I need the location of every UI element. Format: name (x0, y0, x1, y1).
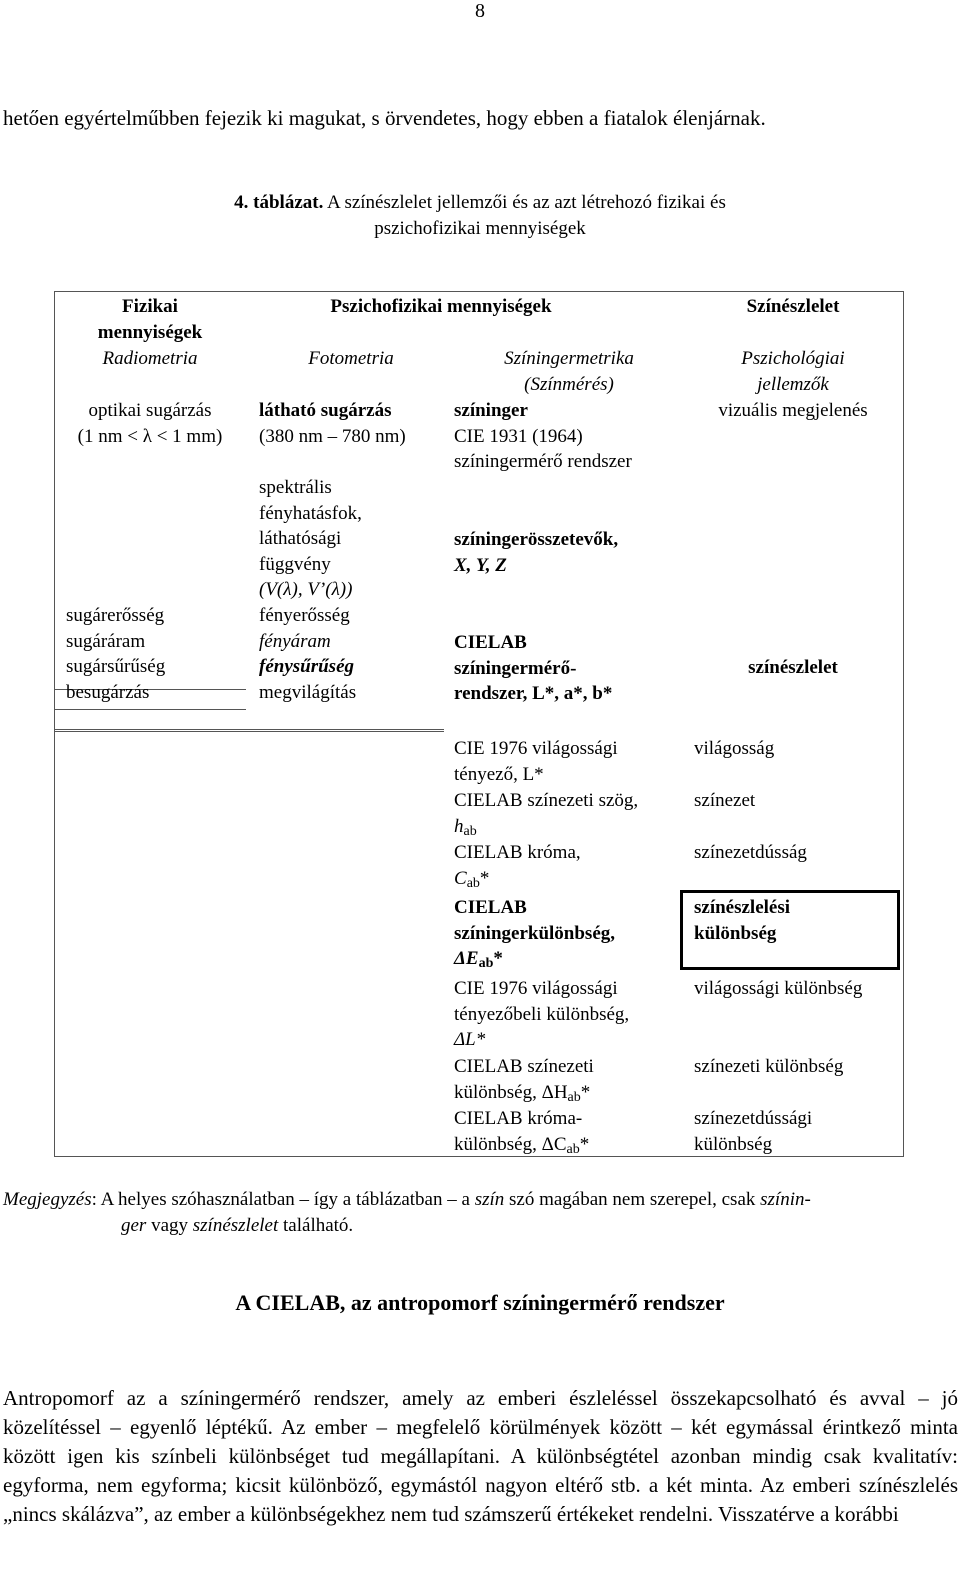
rule-col1-c (54, 689, 55, 709)
section-heading: A CIELAB, az antropomorf színingermérő rendszer (235, 1290, 725, 1315)
optical-radiation-cell: optikai sugárzás (1 nm < λ < 1 mm) (77, 400, 223, 447)
color-perception-cell: színészlelet (748, 657, 838, 678)
rule-mid-b (54, 731, 444, 732)
subheader-photometry: Fotometria (308, 348, 394, 369)
page-number: 8 (475, 0, 485, 22)
spectral-efficiency-cell: spektrális fényhatásfok, láthatósági függvény (V(λ), V’(λ)) (259, 477, 362, 600)
intro-paragraph: hetően egyértelműbben fejezik ki magukat, s örvendetes, hogy ebben a fiatalok élenjárnak. (3, 106, 766, 130)
attribute-percept-chroma: színezetdússág (694, 842, 807, 863)
difference-metric-total: CIELAB színingerkülönbség, $\Delta E_{ab}*$ (454, 897, 616, 971)
difference-percept-hue: színezeti különbség (694, 1056, 844, 1077)
header-physical: Fizikai mennyiségek (97, 296, 203, 343)
visual-appearance-cell: vizuális megjelenés (718, 400, 868, 421)
photometric-item: fénysűrűség (259, 656, 355, 677)
radiometric-item: sugárerősség (66, 605, 165, 626)
radiometric-item: sugáráram (66, 630, 146, 652)
rule-mid-a (54, 729, 444, 730)
photometric-list (259, 603, 356, 705)
photometric-item: fényáram (259, 630, 331, 652)
radiometric-item: sugársűrűség (66, 656, 166, 677)
difference-percept-total: színészlelési különbség (694, 897, 791, 944)
attribute-metric-lightness: CIE 1976 világossági tényező, L* (454, 738, 618, 785)
radiometric-list (66, 603, 165, 705)
header-perception: Színészlelet (746, 296, 840, 317)
color-stimulus-cell: színinger CIE 1931 (1964) színingermérő rendszer (454, 400, 632, 472)
visible-radiation-cell: látható sugárzás (380 nm – 780 nm) (259, 400, 406, 447)
body-paragraph: Antropomorf az a színingermérő rendszer, amely az emberi észleléssel összekapcsolható és avval – jó közelítéssel – egyenlő léptékű. Az ember – megfelelő körülmények között – két egymással érintkező minta között igen kis színbeli különbséget tud megállapítani. A különbségtétel azonban mindig csak kvalitatív: egyforma, nem egyforma; kicsit különböző, egymástól nagyon eltérő stb. a két minta. Az emberi színészlelés „nincs skálázva”, az ember a különbségekhez nem tud számszerű értékeket rendelni. Visszatérve a korábbi (3, 1386, 958, 1526)
attribute-percept-hue: színezet (694, 790, 756, 811)
rule-col1-b (54, 709, 246, 710)
highlight-frame (680, 890, 900, 970)
photometric-item: megvilágítás (259, 681, 357, 703)
subheader-colorimetry: Színingermetrika (Színmérés) (504, 348, 634, 395)
caption-line2: pszichofizikai mennyiségek (374, 218, 586, 239)
photometric-item: fényerősség (259, 605, 350, 626)
difference-percept-lightness: világossági különbség (694, 978, 863, 999)
caption-line1: A színészlelet jellemzői és az azt létrehozó fizikai és (323, 192, 726, 213)
quantities-table (54, 291, 904, 1157)
subheader-psychological: Pszichológiai jellemzők (741, 348, 845, 395)
difference-metric-chroma: CIELAB króma- különbség, $\Delta C_{ab}*$ (454, 1108, 590, 1157)
table-note: Megjegyzés: A helyes szóhasználatban – így a táblázatban – a szín szó magában nem szerepel, csak színin- ger vagy színészlelet található. (3, 1189, 811, 1236)
difference-metric-lightness: CIE 1976 világossági tényezőbeli különbség, ΔL* (454, 978, 630, 1050)
tristimulus-cell: színingerösszetevők, X, Y, Z (454, 529, 619, 576)
cielab-system-cell: CIELAB színingermérő- rendszer, L*, a*, b* (454, 632, 613, 704)
table-caption (0, 190, 960, 242)
difference-metric-hue: CIELAB színezeti különbség, $\Delta H_{ab}*$ (454, 1056, 594, 1105)
subheader-radiometry: Radiometria (102, 348, 198, 369)
caption-number: 4. táblázat. (234, 192, 324, 213)
difference-percept-chroma: színezetdússági különbség (694, 1108, 813, 1155)
attribute-metric-chroma: CIELAB króma, $C_{ab}*$ (454, 842, 581, 891)
attribute-metric-hue: CIELAB színezeti szög, $h_{ab}$ (454, 790, 639, 839)
radiometric-item: besugárzás (66, 681, 150, 703)
attribute-percept-lightness: világosság (694, 738, 775, 759)
header-psychophysical: Pszichofizikai mennyiségek (330, 296, 552, 317)
